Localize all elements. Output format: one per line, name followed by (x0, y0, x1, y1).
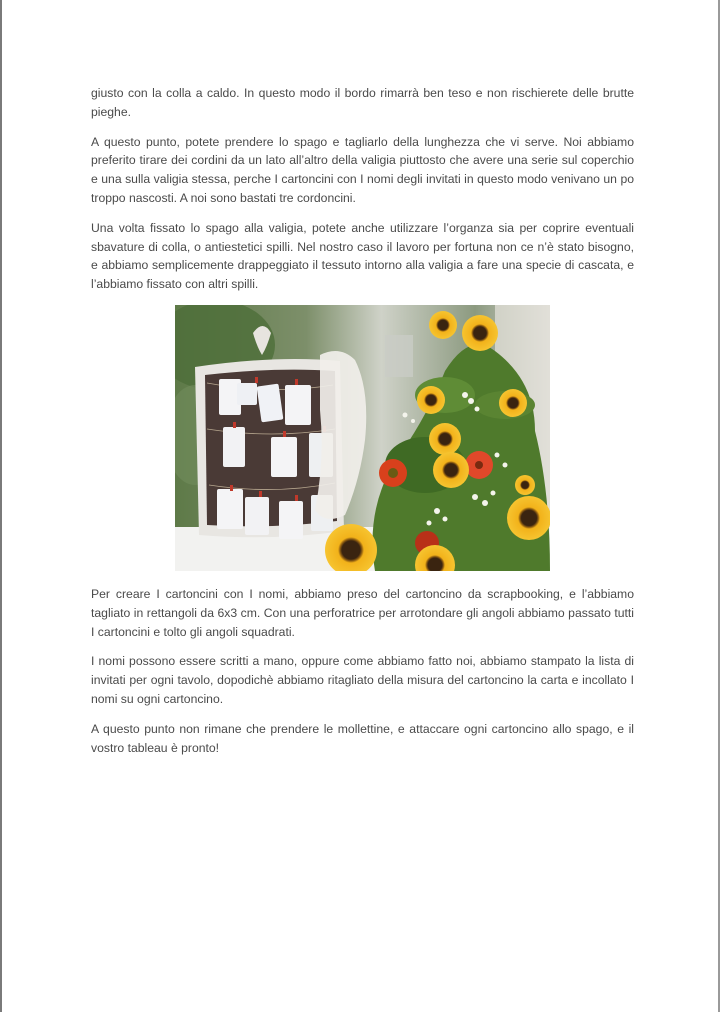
tableau-photo (175, 305, 550, 571)
paragraph-names: I nomi possono essere scritti a mano, oppure come abbiamo fatto noi, abbiamo stampato la lista di invitati per ogni tavolo, dopodichè abbiamo ritagliato della misura del cartoncino la carta e incollato I nomi su ogni cartoncino. (91, 654, 634, 706)
paragraph-final: A questo punto non rimane che prendere le mollettine, e attaccare ogni cartoncino allo spago, e il vostro tableau è pronto! (91, 721, 634, 755)
paragraph-cards: Per creare I cartoncini con I nomi, abbiamo preso del cartoncino da scrapbooking, e l’abbiamo tagliato in rettangoli da 6x3 cm. Con una perforatrice per arrotondare gli angoli abbiamo passato tutti I cartoncini e tolto gli angoli squadrati. (91, 586, 634, 639)
paragraph-twine: A questo punto, potete prendere lo spago e tagliarlo della lunghezza che vi serve. Noi abbiamo preferito tirare dei cordini da un lato all’altro della valigia piuttosto che avere una serie sul coperchio e una sulla valigia stessa, perche I cartoncini con I nomi degli invitati in questo modo venivano un po troppo nascosti. A noi sono bastati tre cordoncini. (91, 134, 634, 205)
sunflower-tableau-image (175, 305, 550, 571)
paragraph-organza: Una volta fissato lo spago alla valigia, potete anche utilizzare l’organza sia per coprire eventuali sbavature di colla, o antiestetici spilli. Nel nostro caso il lavoro per fortuna non ce n’è stato bisogno, e abbiamo semplicemente drappeggiato il tessuto intorno alla valigia a fare una specie di cascata, e l’abbiamo fissato con altri spilli. (91, 220, 634, 292)
paragraph-hot-glue: giusto con la colla a caldo. In questo modo il bordo rimarrà ben teso e non rischierete delle brutte pieghe. (91, 86, 634, 119)
document-body (91, 84, 634, 768)
